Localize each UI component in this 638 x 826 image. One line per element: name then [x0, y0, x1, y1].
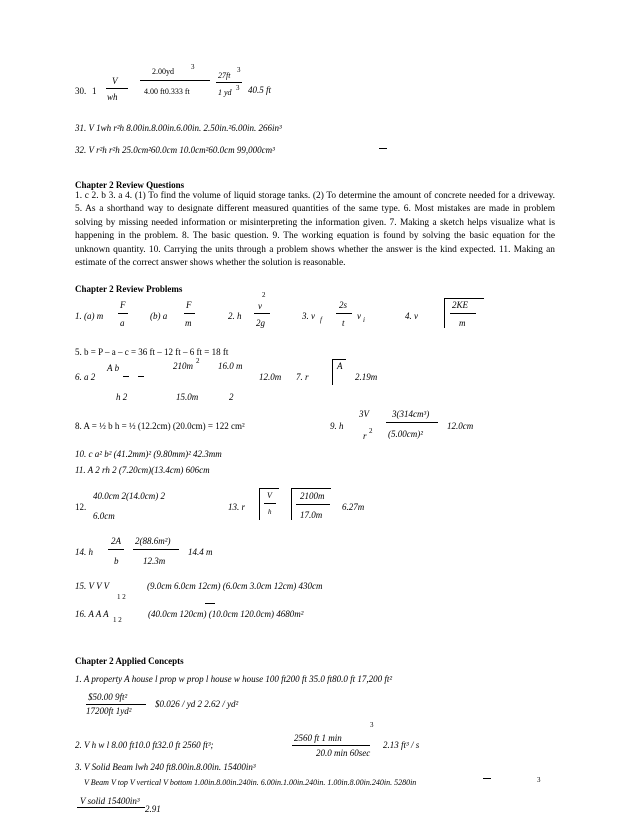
prob1a-F: F	[120, 300, 126, 310]
prob13-bar1	[264, 503, 276, 504]
p32-line: 32. V r²h r²h 25.0cm²60.0cm 10.0cm²60.0cm 99,000cm³	[75, 145, 275, 155]
p30-n1: 2.00yd	[152, 67, 174, 76]
p30-wh: wh	[107, 92, 118, 102]
prob2-bar	[254, 313, 270, 314]
prob4-KE: 2KE	[452, 300, 469, 310]
p31-line: 31. V 1wh r²h 8.00in.8.00in.6.00in. 2.50in.²6.00in. 266in³	[75, 123, 282, 133]
prob14: 14. h	[75, 547, 93, 557]
prob3: 3. v	[302, 311, 315, 321]
prob1b-m: m	[185, 318, 192, 328]
applied-2-bar	[292, 745, 370, 746]
prob6-n1: 210m	[173, 361, 193, 371]
prob4-m: m	[459, 318, 466, 328]
prob8: 8. A = ½ b h = ½ (12.2cm) (20.0cm) = 122 cm²	[75, 421, 245, 431]
prob13-result: 6.27m	[342, 502, 365, 512]
prob4-radical-top	[444, 298, 484, 299]
prob1a: 1. (a) m	[75, 311, 104, 321]
p30-n2: 27ft	[218, 71, 231, 80]
prob1b-F: F	[186, 300, 192, 310]
prob2-v: v	[258, 301, 262, 311]
prob7-A: A	[337, 361, 343, 371]
prob14-2A: 2A	[111, 536, 121, 546]
prob6-Ab: A b	[107, 363, 120, 373]
prob13: 13. r	[228, 502, 246, 512]
prob2-g: 2g	[256, 318, 265, 328]
prob12-num: 40.0cm 2(14.0cm) 2	[93, 491, 165, 501]
applied-2-exp: 3	[370, 721, 374, 729]
prob13-radical1-top	[259, 488, 279, 489]
prob13-num: 2100m	[300, 491, 325, 501]
prob6-n2: 16.0 m	[218, 361, 243, 371]
prob6-d1: 15.0m	[176, 392, 199, 402]
prob12: 12.	[75, 502, 87, 512]
prob9-result: 12.0cm	[447, 421, 474, 431]
prob9-den: (5.00cm)²	[388, 429, 423, 439]
applied-2-result: 2.13 ft³ / s	[383, 740, 420, 750]
prob1a-bar	[118, 313, 128, 314]
prob14-b: b	[114, 556, 119, 566]
prob15-rest: (9.0cm 6.0cm 12cm) (6.0cm 3.0cm 12cm) 430cm	[147, 581, 323, 591]
prob16-mark	[205, 603, 215, 604]
prob4-radical	[444, 298, 445, 328]
prob7: 7. r	[296, 372, 309, 382]
p30-V: V	[112, 76, 118, 86]
prob9-r: r	[363, 431, 367, 441]
applied-1-num: $50.00 9ft²	[88, 692, 128, 702]
prob6-exp: 2	[196, 357, 200, 365]
prob10: 10. c a² b² (41.2mm)² (9.80mm)² 42.3mm	[75, 449, 222, 459]
prob6: 6. a 2	[75, 372, 96, 382]
prob13-radical2-top	[291, 488, 331, 489]
prob11: 11. A 2 rh 2 (7.20cm)(13.4cm) 606cm	[75, 465, 210, 475]
prob14-bar1	[108, 549, 124, 550]
prob16-subs: 1 2	[113, 616, 122, 624]
applied-3: 3. V Solid Beam lwh 240 ft8.00in.8.00in. 15400in³	[75, 762, 256, 772]
prob15: 15. V V V	[75, 581, 110, 591]
prob3-t: t	[342, 318, 345, 328]
applied-1: 1. A property A house l prop w prop l house w house 100 ft200 ft 35.0 ft80.0 ft 17,200 ft²	[75, 674, 393, 684]
prob13-radical1	[259, 488, 260, 520]
applied-2-num: 2560 ft 1 min	[294, 733, 342, 743]
applied-1-result: $0.026 / yd 2 2.62 / yd²	[155, 699, 239, 709]
prob7-radical	[332, 359, 333, 385]
prob3-f: f	[320, 316, 322, 324]
prob6-h2: h 2	[116, 392, 128, 402]
applied-3-result: 2.91	[145, 804, 161, 814]
applied-1-bar	[86, 704, 146, 705]
p30-d1: 4.00 ft0.333 ft	[144, 87, 190, 96]
prob6-d2: 2	[229, 392, 234, 402]
p32-mark	[379, 148, 387, 149]
applied-3b: V Beam V top V vertical V bottom 1.00in.8.00in.240in. 6.00in.1.00in.240in. 1.00in.8.00in.240in. 5280in	[84, 778, 417, 787]
applied-3-exp: 3	[537, 776, 541, 784]
prob16: 16. A A A	[75, 609, 109, 619]
problems-heading: Chapter 2 Review Problems	[75, 284, 183, 294]
p30-result: 40.5 ft	[248, 85, 272, 95]
prob7-result: 2.19m	[355, 372, 378, 382]
applied-heading: Chapter 2 Applied Concepts	[75, 656, 184, 666]
prob5: 5. b = P – a – c = 36 ft – 12 ft – 6 ft = 18 ft	[75, 347, 229, 357]
prob7-radical-top	[332, 359, 346, 360]
prob3-v: v	[357, 311, 361, 321]
questions-body: 1. c 2. b 3. a 4. (1) To find the volume of liquid storage tanks. (2) To determine the amount of concrete needed for a driveway. 5. As a shorthand way to designate different measured quantities of the same type. 6. Most mistakes are made in problem solving by missing needed information or misinterpreting the information given. 7. Making a sketch helps visualize what is happening in the problem. 8. The basic question. 9. The working equation is found by solving the basic equation for the unknown quantity. 10. Carrying the units through a problem shows whether the answer is the kind expected. 11. Making an estimate of the correct answer shows whether the solution is reasonable.	[75, 191, 555, 269]
applied-1-den: 17200ft 1yd²	[86, 706, 132, 716]
p30-frac-bar-1	[106, 88, 128, 89]
p30-frac-bar-3	[216, 82, 242, 83]
prob1b: (b) a	[150, 311, 168, 321]
prob4: 4. v	[405, 311, 418, 321]
prob3-bar	[336, 313, 352, 314]
prob9: 9. h	[330, 421, 344, 431]
prob14-bar2	[133, 549, 179, 550]
prob1b-bar	[184, 313, 195, 314]
prob13-radical2	[291, 488, 292, 520]
prob15-subs: 1 2	[117, 593, 126, 601]
questions-heading: Chapter 2 Review Questions	[75, 180, 185, 190]
prob12-den: 6.0cm	[93, 511, 115, 521]
prob14-den: 12.3m	[143, 556, 166, 566]
applied-3c: V solid 15400in³	[80, 796, 140, 806]
p30-d2: 1 yd	[218, 88, 232, 97]
p30-frac-bar-2	[140, 80, 210, 81]
prob9-bar	[386, 422, 438, 423]
prob14-result: 14.4 m	[188, 547, 213, 557]
applied-2: 2. V h w l 8.00 ft10.0 ft32.0 ft 2560 ft³;	[75, 740, 214, 750]
prob6-dash2	[138, 376, 144, 377]
prob14-num: 2(88.6m²)	[135, 536, 171, 546]
prob3-i: i	[363, 316, 365, 324]
prob6-result: 12.0m	[259, 372, 282, 382]
prob4-bar	[450, 313, 476, 314]
prob13-den: 17.0m	[300, 510, 323, 520]
p30-e2: 3	[237, 66, 241, 74]
prob6-dash1	[123, 376, 129, 377]
p30-one: 1	[92, 86, 97, 96]
prob2-exp: 2	[262, 291, 266, 299]
prob13-V: V	[267, 491, 272, 500]
prob13-h: h	[268, 508, 272, 516]
prob1a-a: a	[120, 318, 125, 328]
prob9-exp: 2	[369, 427, 373, 435]
p30-number: 30.	[75, 86, 87, 96]
prob2: 2. h	[228, 311, 242, 321]
prob3-2s: 2s	[339, 300, 348, 310]
prob9-3V: 3V	[359, 409, 369, 419]
prob13-bar2	[296, 504, 330, 505]
p30-e1: 3	[191, 63, 195, 71]
applied-3-bar	[77, 807, 145, 808]
p30-e3: 3	[236, 84, 240, 92]
prob16-rest: (40.0cm 120cm) (10.0cm 120.0cm) 4680m²	[148, 609, 304, 619]
applied-3-mark	[483, 778, 491, 779]
prob9-num: 3(314cm³)	[392, 409, 430, 419]
applied-2-den: 20.0 min 60sec	[316, 748, 371, 758]
